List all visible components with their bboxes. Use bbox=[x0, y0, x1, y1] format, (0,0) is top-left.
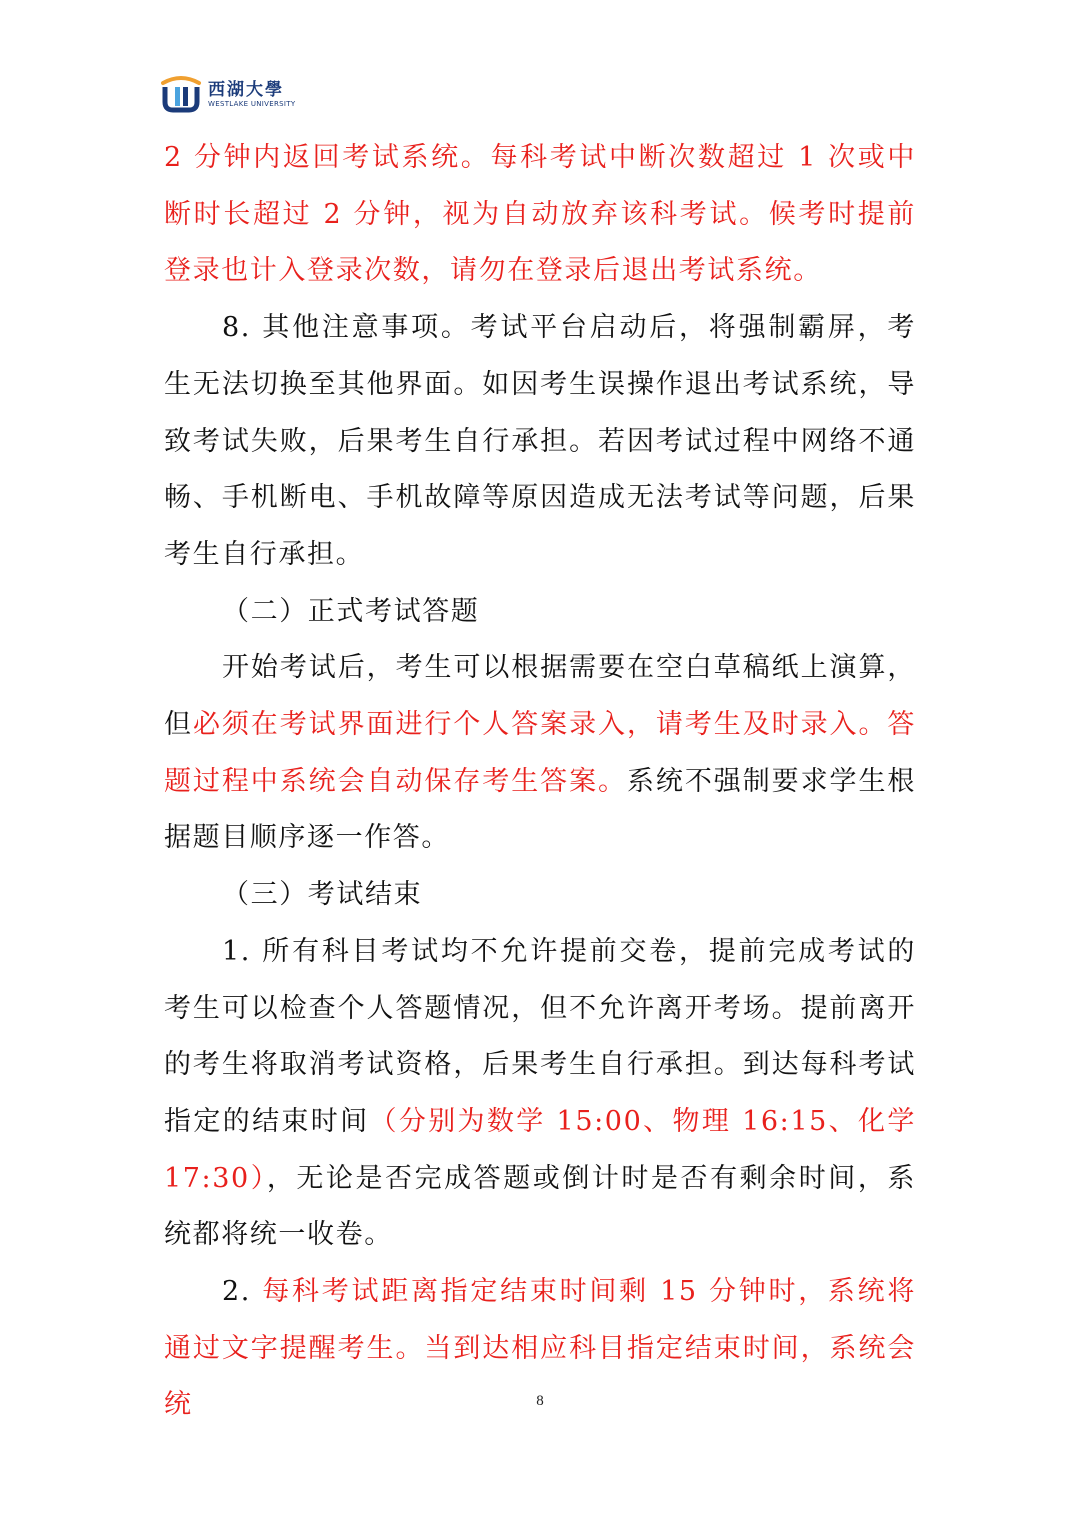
highlighted-text: 2 分钟内返回考试系统。每科考试中断次数超过 1 次或中断时长超过 2 分钟，视为自动放弃该科考试。候考时提前登录也计入登录次数，请勿在登录后退出考试系统。 bbox=[164, 142, 916, 287]
document-body bbox=[164, 130, 916, 1434]
paragraph-end-rule-1 bbox=[164, 924, 916, 1264]
section-heading-exam-end bbox=[164, 867, 916, 924]
section-heading-formal-exam bbox=[164, 584, 916, 641]
westlake-logo-icon bbox=[160, 74, 202, 114]
body-text: 开始考试后，考生可以根据需要在空白草稿纸上演算，但 bbox=[164, 652, 916, 741]
highlighted-text: 每科考试距离指定结束时间剩 15 分钟时，系统将通过文字提醒考生。当到达相应科目指定结束时间，系统会统 bbox=[164, 1276, 916, 1421]
section-heading-text: （三）考试结束 bbox=[222, 879, 423, 911]
body-text: 系统不强制要求学生根据题目顺序逐一作答。 bbox=[164, 765, 917, 854]
section-heading-text: （二）正式考试答题 bbox=[222, 595, 480, 627]
paragraph-exam-interruption bbox=[164, 130, 916, 300]
paragraph-other-notes bbox=[164, 300, 916, 584]
page-number: 8 bbox=[536, 1393, 544, 1409]
logo-english-name: WESTLAKE UNIVERSITY bbox=[208, 99, 296, 108]
paragraph-answering bbox=[164, 640, 916, 867]
body-text: ，无论是否完成答题或倒计时是否有剩余时间，系统都将统一收卷。 bbox=[164, 1162, 916, 1251]
body-text: 8. 其他注意事项。考试平台启动后，将强制霸屏，考生无法切换至其他界面。如因考生误操作退出考试系统，导致考试失败，后果考生自行承担。若因考试过程中网络不通畅、手机断电、手机故障等原因造成无法考试等问题，后果考生自行承担。 bbox=[164, 312, 916, 570]
logo-chinese-name: 西湖大學 bbox=[208, 79, 284, 100]
logo-wordmark bbox=[208, 80, 295, 109]
highlighted-text: （分别为数学 15:00、物理 16:15、化学 17:30） bbox=[164, 1105, 916, 1194]
body-text: 2. bbox=[222, 1276, 263, 1308]
document-header bbox=[160, 72, 295, 116]
body-text: 1. 所有科目考试均不允许提前交卷，提前完成考试的考生可以检查个人答题情况，但不允许离开考场。提前离开的考生将取消考试资格，后果考生自行承担。到达每科考试指定的结束时间 bbox=[164, 935, 916, 1137]
highlighted-text: 必须在考试界面进行个人答案录入，请考生及时录入。答题过程中系统会自动保存考生答案。 bbox=[164, 709, 916, 797]
